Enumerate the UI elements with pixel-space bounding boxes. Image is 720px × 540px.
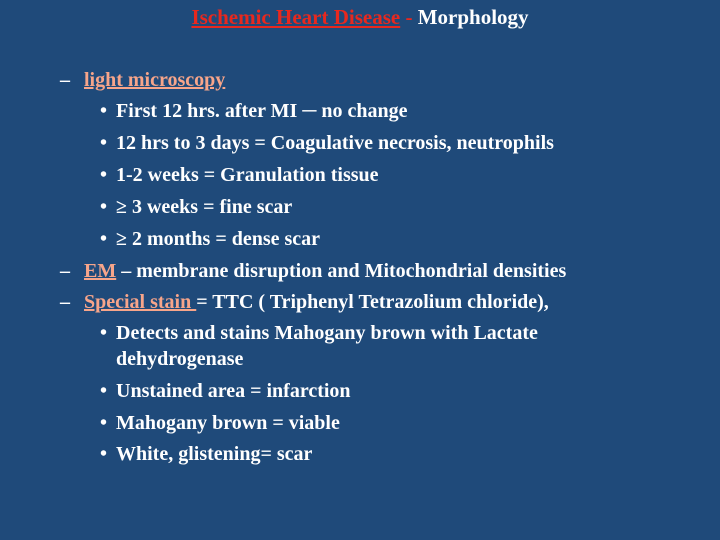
sub-item xyxy=(100,163,379,187)
sub-item xyxy=(100,99,408,123)
title-topic: Ischemic Heart Disease xyxy=(191,5,401,29)
bullet-marker: • xyxy=(100,380,108,402)
sub-item-text: 1-2 weeks = Granulation tissue xyxy=(116,164,379,186)
em-heading: EM xyxy=(84,260,117,282)
sub-item xyxy=(100,411,340,435)
bullet-marker: • xyxy=(100,228,108,250)
dash-marker: – xyxy=(60,260,70,282)
sub-item xyxy=(100,131,554,155)
sub-item xyxy=(100,321,538,345)
bullet-marker: • xyxy=(100,322,108,344)
sub-item-text: Detects and stains Mahogany brown with Lactate xyxy=(116,322,538,344)
light-microscopy-heading: light microscopy xyxy=(84,69,226,91)
sub-item xyxy=(100,195,292,219)
sub-item-text: ≥ 3 weeks = fine scar xyxy=(116,196,293,218)
em-description: – membrane disruption and Mitochondrial densities xyxy=(116,260,567,282)
bullet-marker: • xyxy=(100,132,108,154)
sub-item xyxy=(100,227,320,251)
bullet-marker: • xyxy=(100,164,108,186)
sub-item-continuation: dehydrogenase xyxy=(116,348,244,370)
list-item-light-microscopy xyxy=(60,68,225,92)
bullet-marker: • xyxy=(100,412,108,434)
sub-item-text: ≥ 2 months = dense scar xyxy=(116,228,321,250)
dash-marker: – xyxy=(60,69,70,91)
sub-item-text: 12 hrs to 3 days = Coagulative necrosis, neutrophils xyxy=(116,132,554,154)
title-separator: - xyxy=(400,5,418,29)
sub-item-text: White, glistening= scar xyxy=(116,443,313,465)
sub-item-text: First 12 hrs. after MI ─ no change xyxy=(116,100,408,122)
title-subtopic: Morphology xyxy=(417,5,529,29)
bullet-marker: • xyxy=(100,100,108,122)
bullet-marker: • xyxy=(100,196,108,218)
list-item-special-stain xyxy=(60,290,549,314)
sub-item xyxy=(100,442,312,466)
bullet-marker: • xyxy=(100,443,108,465)
sub-item-text: Mahogany brown = viable xyxy=(116,412,340,434)
list-item-em xyxy=(60,259,566,283)
dash-marker: – xyxy=(60,291,70,313)
special-stain-heading: Special stain xyxy=(84,291,197,313)
special-stain-description: = TTC ( Triphenyl Tetrazolium chloride), xyxy=(196,291,549,313)
sub-item xyxy=(100,379,351,403)
sub-item-text: Unstained area = infarction xyxy=(116,380,351,402)
